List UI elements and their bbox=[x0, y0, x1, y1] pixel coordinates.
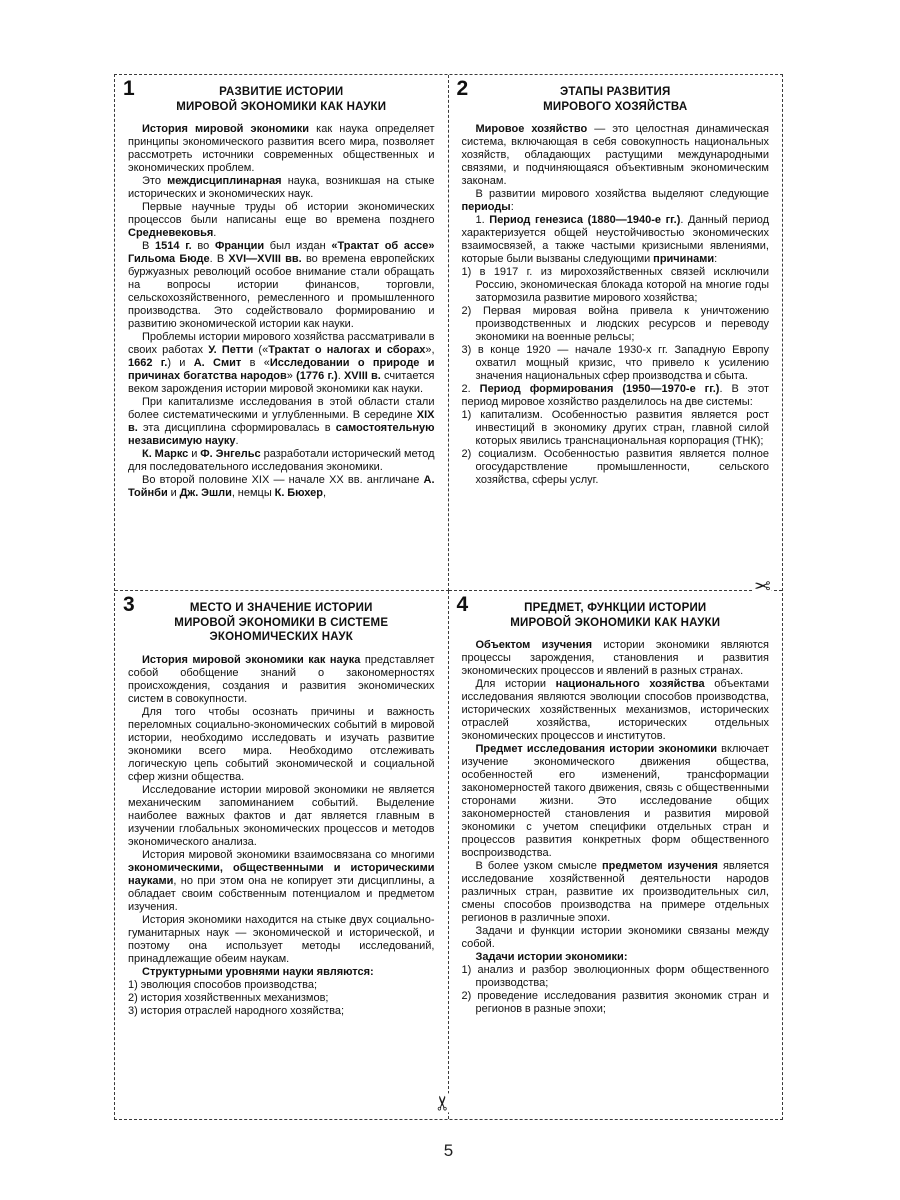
section-2-number: 2 bbox=[456, 77, 469, 100]
scissors-icon: ✂ bbox=[432, 1094, 455, 1112]
paragraph: Задачи истории экономики: bbox=[475, 951, 628, 963]
section-1-number: 1 bbox=[123, 77, 135, 100]
section-3-number: 3 bbox=[123, 593, 135, 616]
list-item: 3) история отраслей народного хозяйства; bbox=[128, 1004, 345, 1017]
paragraph: Проблемы истории мирового хозяйства рассматривали в своих работах У. Петти («Трактат о налогах и сборах», 1662 г.) и А. Смит в «Исследовании о природе и причинах богатства народов» (1776 г.). XVIII в. считается веком зарождения истории мировой экономики как науки. bbox=[128, 331, 435, 395]
section-2 bbox=[449, 75, 783, 591]
paragraph: Мировое хозяйство — это целостная динамическая система, включающая в себя совокупность национальных хозяйств, обладающих растущими международными связями, и подчиняющаяся объективным экономическим законам. bbox=[461, 123, 769, 187]
list-item: 2) Первая мировая война привела к уничтожению производственных и людских ресурсов и переводу экономики на военные рельсы; bbox=[461, 305, 769, 343]
paragraph: Объектом изучения истории экономики являются процессы зарождения, становления и развития экономических процессов и явлений в разных странах. bbox=[461, 639, 770, 677]
section-3-body bbox=[128, 654, 435, 1018]
section-4 bbox=[449, 591, 783, 1119]
cheat-sheet-grid bbox=[114, 74, 783, 1120]
section-4-title: ПРЕДМЕТ, ФУНКЦИИ ИСТОРИИ МИРОВОЙ ЭКОНОМИКИ КАК НАУКИ bbox=[510, 602, 721, 629]
paragraph: Предмет исследования истории экономики включает изучение экономического движения общества, особенностей его изменений, трансформации закономерностей такого движения, связь с общественными сторонами жизни. Это исследование общих закономерностей становления и развития мировой экономики с учетом специфики отдельных стран и процессов развития конкретных форм общественного воспроизводства. bbox=[461, 743, 770, 859]
section-4-body bbox=[462, 639, 770, 1016]
section-2-body bbox=[462, 123, 770, 487]
list-item: 2) проведение исследования развития экономик стран и регионов в разные эпохи; bbox=[461, 990, 769, 1015]
paragraph: История мировой экономики как наука представляет собой обобщение знаний о закономерностях происхождения, создания и развития экономических систем в совокупности. bbox=[128, 653, 435, 705]
list-item: 1) эволюция способов производства; bbox=[128, 978, 318, 991]
paragraph: Это междисциплинарная наука, возникшая на стыке исторических и экономических наук. bbox=[128, 175, 435, 200]
list-item: 3) в конце 1920 — начале 1930-х гг. Западную Европу охватил мощный кризис, что привело к усилению значения национальных сфер производства и сбыта. bbox=[461, 344, 769, 382]
paragraph: Структурными уровнями науки являются: bbox=[142, 965, 374, 978]
paragraph: Для того чтобы осознать причины и важность переломных социально-экономических событий в мировой истории, необходимо исследовать и изучать развитие экономики всего мира. Необходимо отслеживать логическую цепь событий экономической и социальной сфер жизни общества. bbox=[128, 705, 435, 783]
section-3 bbox=[115, 591, 449, 1119]
paragraph: К. Маркс и Ф. Энгельс разработали исторический метод для последовательного исследования экономики. bbox=[128, 448, 435, 473]
paragraph: Исследование истории мировой экономики не является механическим запоминанием событий. Выделение наиболее важных фактов и дат является главным в изучении глобальных экономических процессов и методов экономического анализа. bbox=[128, 783, 435, 848]
paragraph: При капитализме исследования в этой области стали более систематическими и углубленными. В середине XIX в. эта дисциплина сформировалась в самостоятельную независимую науку. bbox=[128, 396, 435, 447]
paragraph: В более узком смысле предметом изучения является исследование хозяйственной деятельности народов различных стран, развитие их производительных сил, смены способов производства на примере отдельных регионов в различные эпохи. bbox=[461, 860, 769, 924]
paragraph: История мировой экономики взаимосвязана со многими экономическими, общественными и историческими науками, но при этом она не копирует эти дисциплины, а обладает своим собственным потенциалом и предметом изучения. bbox=[128, 848, 435, 913]
paragraph: История экономики находится на стыке двух социально-гуманитарных наук — экономической и исторической, и поэтому она использует методы исследований, принадлежащие обеим наукам. bbox=[128, 913, 435, 965]
list-item: 1) в 1917 г. из мирохозяйственных связей исключили Россию, экономическая блокада которой на многие годы затормозила развитие мирового хозяйства; bbox=[461, 266, 769, 304]
section-2-title: ЭТАПЫ РАЗВИТИЯ МИРОВОГО ХОЗЯЙСТВА bbox=[543, 86, 688, 113]
paragraph: История мировой экономики как наука определяет принципы экономического развития всего мира, позволяет рассмотреть источники современных общественных и экономических проблем. bbox=[128, 123, 435, 174]
paragraph: В 1514 г. во Франции был издан «Трактат об ассе» Гильома Бюде. В XVI—XVIII вв. во времена европейских буржуазных революций особое внимание стали обращать на вопросы истории финансов, торговли, сельскохозяйственного, ремесленного и промышленного производства. Это содействовало формированию и развитию экономической истории как науки. bbox=[128, 240, 435, 330]
list-item: 1) капитализм. Особенностью развития является рост инвестиций в экономику других стран, главной силой которых явились транснациональная корпорация (ТНК); bbox=[461, 409, 769, 447]
list-item: 1) анализ и разбор эволюционных форм общественного производства; bbox=[461, 964, 769, 989]
section-1-title: РАЗВИТИЕ ИСТОРИИ МИРОВОЙ ЭКОНОМИКИ КАК НАУКИ bbox=[176, 86, 387, 113]
section-1-body bbox=[128, 123, 435, 500]
page-number: 5 bbox=[443, 1141, 454, 1160]
paragraph: 2. Период формирования (1950—1970-е гг.). В этот период мировое хозяйство разделилось на две системы: bbox=[461, 383, 770, 408]
paragraph: Первые научные труды об истории экономических процессов были написаны еще во времена позднего Средневековья. bbox=[128, 201, 435, 239]
section-3-title: МЕСТО И ЗНАЧЕНИЕ ИСТОРИИ МИРОВОЙ ЭКОНОМИКИ В СИСТЕМЕ ЭКОНОМИЧЕСКИХ НАУК bbox=[174, 602, 389, 643]
paragraph: Для истории национального хозяйства объектами исследования являются эволюции способов производства, исторических хозяйственных механизмов, исторических отраслей хозяйства, исторических отдельных экономических процессов и институтов. bbox=[461, 678, 770, 742]
paragraph: Задачи и функции истории экономики связаны между собой. bbox=[461, 925, 769, 950]
section-4-number: 4 bbox=[456, 593, 469, 616]
paragraph: В развитии мирового хозяйства выделяют следующие периоды: bbox=[461, 188, 769, 213]
list-item: 2) социализм. Особенностью развития является полное огосударствление промышленности, сельского хозяйства, сферы услуг. bbox=[461, 448, 769, 486]
list-item: 2) история хозяйственных механизмов; bbox=[128, 991, 329, 1004]
paragraph: 1. Период генезиса (1880—1940-е гг.). Данный период характеризуется общей неустойчивостью экономических взаимосвязей, а также частыми кризисными явлениями, которые были вызваны следующими причинами: bbox=[461, 214, 770, 265]
section-1 bbox=[115, 75, 449, 591]
paragraph: Во второй половине XIX — начале XX вв. англичане А. Тойнби и Дж. Эшли, немцы К. Бюхер, bbox=[128, 474, 435, 499]
scissors-icon: ✂ bbox=[754, 576, 771, 598]
